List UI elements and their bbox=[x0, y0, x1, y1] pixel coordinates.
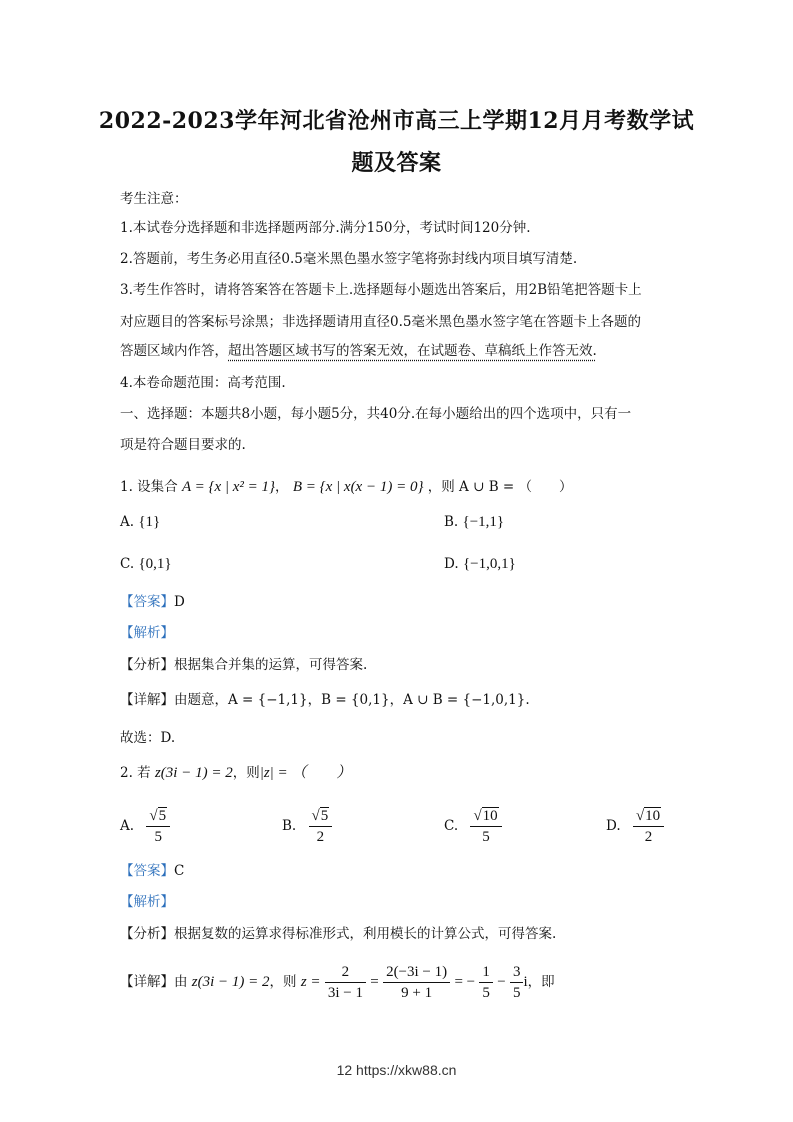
q1-xiangjie bbox=[120, 691, 680, 709]
q2-frac3-num: 1 bbox=[479, 962, 493, 983]
q2-option-c-frac: $\frac{√10}{5}$ bbox=[470, 806, 501, 847]
q1-option-d-label: D. bbox=[444, 556, 459, 572]
q1-option-b-value: {−1,1} bbox=[462, 514, 505, 530]
section1-line2: 项是符合题目要求的. bbox=[120, 437, 246, 453]
q2-frac2-num: 2(−3i − 1) bbox=[383, 962, 450, 983]
notice-4: 4.本卷命题范围：高考范围. bbox=[120, 375, 286, 391]
q2-option-b-num: 5 bbox=[320, 808, 329, 824]
q1-answer-value: D bbox=[174, 594, 185, 610]
q2-frac1-den: 3i − 1 bbox=[327, 985, 363, 1001]
q2-xiangjie bbox=[120, 962, 680, 1003]
q1-option-a-label: A. bbox=[120, 514, 135, 530]
q2-frac4-num: 3 bbox=[510, 962, 524, 983]
q2-option-b-label: B. bbox=[282, 818, 297, 834]
q2-xj-end: ，即 bbox=[527, 974, 555, 990]
q1-fenxi-tag: 【分析】 bbox=[120, 657, 174, 673]
q2-prefix: 2. 若 bbox=[120, 765, 151, 781]
q1-answer bbox=[120, 593, 680, 611]
q1-setA: A = {x | x² = 1} bbox=[181, 479, 276, 495]
q1-analysis bbox=[120, 624, 680, 642]
q2-xj-z: z = bbox=[300, 974, 321, 990]
q2-xj-expr: z(3i − 1) = 2 bbox=[191, 974, 270, 990]
q2-frac3 bbox=[479, 962, 493, 1003]
q2-xj-b: ，则 bbox=[269, 974, 297, 990]
q2-analysis bbox=[120, 893, 680, 911]
q2-xj-a: 由 bbox=[174, 974, 188, 990]
notice-3-end-a: 答题区域内作答， bbox=[120, 343, 228, 359]
notice-header: 考生注意： bbox=[120, 191, 188, 207]
q1-xiangjie-text: 由题意，A = {−1,1}，B = {0,1}，A ∪ B = {−1,0,1}. bbox=[174, 692, 530, 708]
notice-1: 1.本试卷分选择题和非选择题两部分.满分150分，考试时间120分钟. bbox=[120, 220, 531, 236]
q1-conclusion: 故选：D. bbox=[120, 730, 176, 746]
q1-stem bbox=[120, 478, 680, 496]
q2-minus: − bbox=[497, 974, 506, 990]
q1-option-d-value: {−1,0,1} bbox=[462, 556, 516, 572]
q2-answer-tag: 【答案】 bbox=[120, 863, 174, 879]
q2-answer-value: C bbox=[174, 863, 185, 879]
q2-option-d-num: 10 bbox=[645, 808, 661, 824]
q2-expr: z(3i − 1) = 2 bbox=[154, 765, 233, 781]
q2-stem bbox=[120, 764, 680, 782]
q2-target: |z| = （ ） bbox=[259, 765, 352, 781]
q1-option-d bbox=[444, 554, 516, 574]
q1-option-a-value: {1} bbox=[138, 514, 161, 530]
notice-3-end bbox=[120, 342, 680, 360]
q2-eq1: = bbox=[370, 974, 379, 990]
q2-imag-unit: i bbox=[523, 974, 528, 990]
q1-option-c-value: {0,1} bbox=[138, 556, 172, 572]
q2-frac1-num: 2 bbox=[325, 962, 366, 983]
q1-fenxi bbox=[120, 656, 680, 674]
doc-title-line2: 题及答案 bbox=[351, 150, 442, 176]
q2-option-d-label: D. bbox=[606, 818, 621, 834]
q1-option-b-label: B. bbox=[444, 514, 459, 530]
q1-analysis-tag: 【解析】 bbox=[120, 625, 174, 641]
q2-option-c-num: 10 bbox=[482, 808, 498, 824]
q1-option-b bbox=[444, 512, 504, 532]
q1-option-c-label: C. bbox=[120, 556, 135, 572]
q2-analysis-tag: 【解析】 bbox=[120, 894, 174, 910]
notice-2: 2.答题前，考生务必用直径0.5毫米黑色墨水签字笔将弥封线内项目填写清楚. bbox=[120, 251, 578, 267]
q1-comma: ， bbox=[275, 479, 289, 495]
q1-xiangjie-tag: 【详解】 bbox=[120, 692, 174, 708]
q2-option-c-den: 5 bbox=[482, 829, 490, 845]
doc-title-line1: 2022-2023学年河北省沧州市高三上学期12月月考数学试 bbox=[98, 108, 695, 134]
q2-fenxi-tag: 【分析】 bbox=[120, 926, 174, 942]
q2-xiangjie-tag: 【详解】 bbox=[120, 974, 174, 990]
q2-frac2-den: 9 + 1 bbox=[401, 985, 433, 1001]
q1-option-a bbox=[120, 512, 160, 532]
q2-fenxi bbox=[120, 925, 680, 943]
q2-option-b-frac: $\frac{√5}{2}$ bbox=[309, 806, 333, 847]
q2-frac2 bbox=[383, 962, 450, 1003]
q2-frac4 bbox=[510, 962, 524, 1003]
section1-line1: 一、选择题：本题共8小题，每小题5分，共40分.在每小题给出的四个选项中，只有一 bbox=[120, 406, 632, 422]
q2-frac1 bbox=[325, 962, 366, 1003]
notice-3-cont: 对应题目的答案标号涂黑；非选择题请用直径0.5毫米黑色墨水签字笔在答题卡上各题的 bbox=[120, 314, 641, 330]
q1-option-c bbox=[120, 554, 172, 574]
q1-answer-tag: 【答案】 bbox=[120, 594, 174, 610]
q2-answer bbox=[120, 862, 680, 880]
q2-frac3-den: 5 bbox=[482, 985, 490, 1001]
q1-suffix: ，则 A ∪ B = （ ） bbox=[427, 479, 573, 495]
q2-option-a-label: A. bbox=[120, 818, 135, 834]
q2-eq2: = − bbox=[454, 974, 476, 990]
q2-mid: ，则 bbox=[232, 765, 260, 781]
q2-option-d-den: 2 bbox=[644, 829, 653, 845]
q2-option-d-frac: $\frac{√10}{2}$ bbox=[633, 806, 664, 847]
q2-option-a-den: 5 bbox=[154, 829, 162, 845]
q2-option-a-num: 5 bbox=[158, 808, 167, 824]
notice-3: 3.考生作答时，请将答案答在答题卡上.选择题每小题选出答案后，用2B铅笔把答题卡上 bbox=[120, 282, 642, 298]
q2-option-d bbox=[606, 806, 664, 847]
q2-fenxi-text: 根据复数的运算求得标准形式，利用模长的计算公式，可得答案. bbox=[174, 926, 557, 942]
q2-frac4-den: 5 bbox=[512, 985, 521, 1001]
q2-option-c bbox=[444, 806, 502, 847]
q2-option-c-label: C. bbox=[444, 818, 459, 834]
q2-option-b bbox=[282, 806, 332, 847]
q2-option-a bbox=[120, 806, 170, 847]
q1-fenxi-text: 根据集合并集的运算，可得答案. bbox=[174, 657, 368, 673]
q1-setB: B = {x | x(x − 1) = 0} bbox=[292, 479, 424, 495]
page-footer: 12 https://xkw88.cn bbox=[336, 1062, 457, 1078]
q2-option-b-den: 2 bbox=[316, 829, 325, 845]
q1-prefix: 1. 设集合 bbox=[120, 479, 178, 495]
notice-3-end-emphasis: 超出答题区域书写的答案无效，在试题卷、草稿纸上作答无效. bbox=[228, 343, 597, 359]
q2-option-a-frac: $\frac{√5}{5}$ bbox=[146, 806, 170, 847]
